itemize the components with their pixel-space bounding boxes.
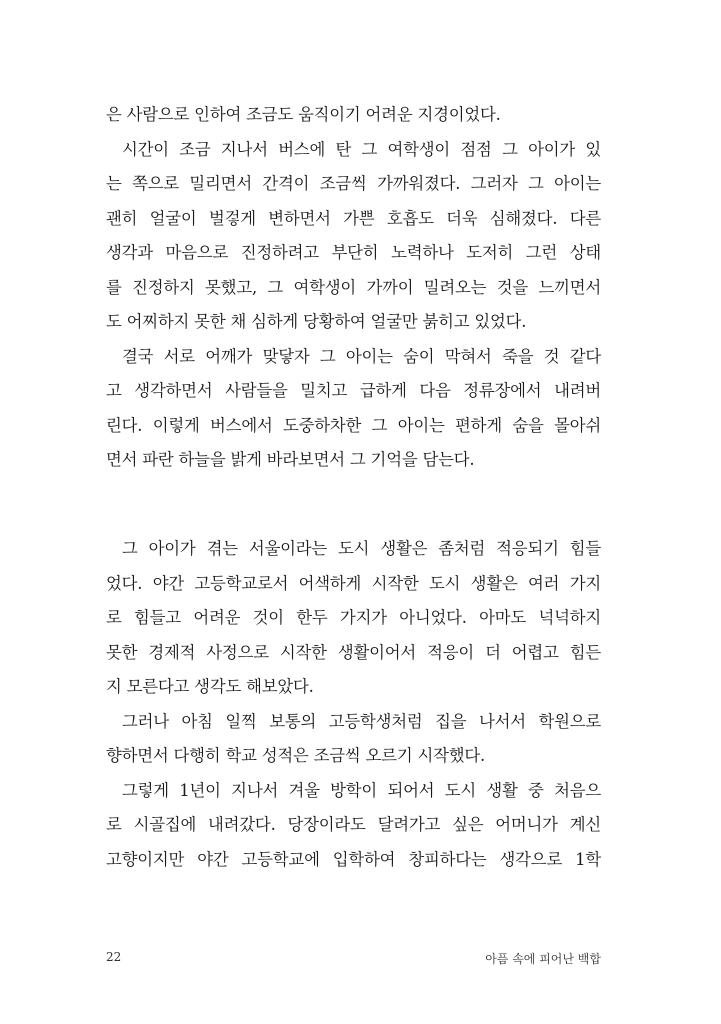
text-line: 는 쪽으로 밀리면서 간격이 조금씩 가까워졌다. 그러자 그 아이는 <box>106 174 601 193</box>
text-line: 로 시골집에 내려갔다. 당장이라도 달려가고 싶은 어머니가 계신 <box>106 815 601 834</box>
text-line: 를 진정하지 못했고, 그 여학생이 가까이 밀려오는 것을 느끼면서 <box>106 277 601 297</box>
text-line: 지 모른다고 생각도 해보았다. <box>106 677 314 696</box>
page-number: 22 <box>106 950 122 964</box>
text-line: 린다. 이렇게 버스에서 도중하차한 그 아이는 편하게 숨을 몰아쉬 <box>106 415 601 435</box>
text-line: 고 생각하면서 사람들을 밀치고 급하게 다음 정류장에서 내려버 <box>106 381 601 400</box>
text-line: 었다. 야간 고등학교로서 어색하게 시작한 도시 생활은 여러 가지 <box>106 573 601 593</box>
text-line: 도 어찌하지 못한 채 심하게 당황하여 얼굴만 붉히고 있었다. <box>106 312 527 331</box>
text-block-2 <box>106 532 601 877</box>
text-line: 향하면서 다행히 학교 성적은 조금씩 오르기 시작했다. <box>106 746 486 765</box>
text-line: 그 아이가 겪는 서울이라는 도시 생활은 좀처럼 적응되기 힘들 <box>122 539 601 558</box>
text-line: 은 사람으로 인하여 조금도 움직이기 어려운 지경이었다. <box>106 105 501 124</box>
text-line: 시간이 조금 지나서 버스에 탄 그 여학생이 점점 그 아이가 있 <box>122 139 601 159</box>
running-title: 아픔 속에 피어난 백합 <box>485 952 601 966</box>
text-line: 그렇게 1년이 지나서 겨울 방학이 되어서 도시 생활 중 처음으 <box>122 780 601 800</box>
text-line: 결국 서로 어깨가 맞닿자 그 아이는 숨이 막혀서 죽을 것 같다 <box>122 346 601 366</box>
text-block-1 <box>106 98 601 478</box>
text-line: 괜히 얼굴이 벌겋게 변하면서 가쁜 호흡도 더욱 심해졌다. 다른 <box>106 208 601 228</box>
text-line: 못한 경제적 사정으로 시작한 생활이어서 적응이 더 어렵고 힘든 <box>106 642 601 662</box>
page-footer <box>106 950 601 970</box>
text-line: 생각과 마음으로 진정하려고 부단히 노력하나 도저히 그런 상태 <box>106 243 601 262</box>
text-line: 로 힘들고 어려운 것이 한두 가지가 아니었다. 아마도 넉넉하지 <box>106 608 601 627</box>
text-line: 고향이지만 야간 고등학교에 입학하여 창피하다는 생각으로 1학 <box>106 849 601 869</box>
text-line: 면서 파란 하늘을 밝게 바라보면서 그 기억을 담는다. <box>106 450 475 469</box>
text-line: 그러나 아침 일찍 보통의 고등학생처럼 집을 나서서 학원으로 <box>122 711 601 731</box>
